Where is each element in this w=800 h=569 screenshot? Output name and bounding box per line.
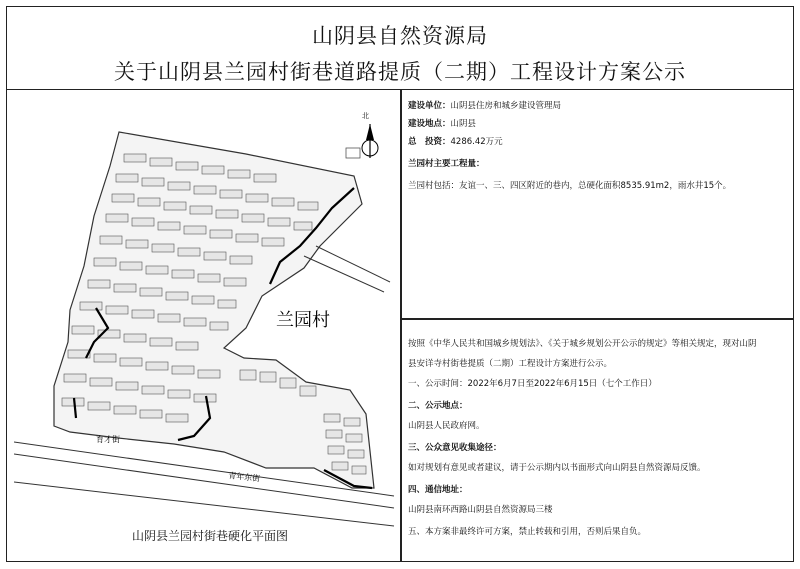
notice-intro-2: 县安详寺村街巷提质（二期）工程设计方案进行公示。 <box>408 359 613 369</box>
village-label: 兰园村 <box>276 310 330 331</box>
street-label-1: 育才街 <box>96 435 120 444</box>
page-subtitle: 关于山阴县兰园村街巷道路提质（二期）工程设计方案公示 <box>114 60 686 84</box>
page-title: 山阴县自然资源局 <box>312 24 488 48</box>
column-divider <box>400 90 402 562</box>
notice-item-3-value: 如对规划有意见或者建议，请于公示期内以书面形式向山阴县自然资源局反馈。 <box>408 463 706 473</box>
map-caption: 山阴县兰园村街巷硬化平面图 <box>131 529 288 543</box>
notice-item-1: 一、公示时间：2022年6月7日至2022年6月15日（七个工作日） <box>408 379 657 389</box>
notice-item-4: 四、通信地址： <box>408 485 468 495</box>
works-title: 兰园村主要工程量： <box>408 159 485 169</box>
header <box>6 6 794 90</box>
site-row <box>408 118 476 130</box>
north-label: 北 <box>362 112 369 120</box>
works-text: 兰园村包括：友谊一、三、四区附近的巷内，总硬化面积8535.91m2，雨水井15个。 <box>408 181 732 191</box>
invest-label: 总 投资： <box>408 137 451 147</box>
notice-item-2: 二、公示地点： <box>408 401 468 411</box>
notice-item-4-value: 山阴县南环西路山阴县自然资源局三楼 <box>408 505 553 515</box>
notice-intro-1: 按照《中华人民共和国城乡规划法》、《关于城乡规划公开公示的规定》等相关规定，现对山阴 <box>408 339 757 349</box>
site-label: 建设地点： <box>408 119 451 129</box>
notice-item-5: 五、本方案非最终许可方案，禁止转载和引用，否则后果自负。 <box>408 527 647 537</box>
unit-value: 山阴县住房和城乡建设管理局 <box>450 101 562 111</box>
site-plan-map <box>14 96 398 542</box>
unit-row <box>408 100 561 112</box>
section-divider <box>401 318 794 320</box>
notice-item-2-value: 山阴县人民政府网。 <box>408 421 485 431</box>
north-arrow-icon <box>346 124 378 158</box>
site-value: 山阴县 <box>450 119 477 129</box>
notice-item-3: 三、公众意见收集途径： <box>408 443 502 453</box>
unit-label: 建设单位： <box>408 101 451 111</box>
invest-value: 4286.42万元 <box>450 137 503 147</box>
invest-row <box>408 136 503 148</box>
street-label-2: 青年东街 <box>227 471 261 484</box>
